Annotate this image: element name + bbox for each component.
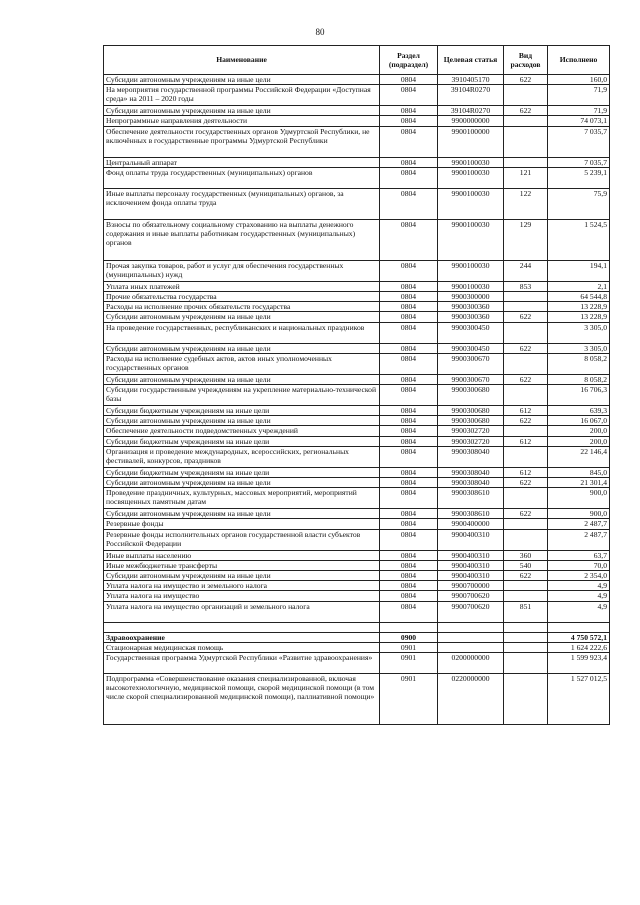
cell-name: Обеспечение деятельности государственных органов Удмуртской Республики, не включённых в государственные программы Удмуртской Республики bbox=[104, 126, 380, 157]
cell-name: Взносы по обязательному социальному страхованию на выплаты денежного содержания и иные выплаты работникам государственных (муниципальных) органов bbox=[104, 219, 380, 260]
cell-name: Субсидии автономным учреждениям на иные цели bbox=[104, 343, 380, 353]
table-row bbox=[104, 571, 610, 581]
cell-article: 9900400310 bbox=[438, 529, 504, 550]
cell-article: 9900000000 bbox=[438, 116, 504, 126]
table-row bbox=[104, 322, 610, 343]
cell-name: Уплата налога на имущество bbox=[104, 591, 380, 601]
cell-section: 0804 bbox=[380, 116, 438, 126]
table-row bbox=[104, 478, 610, 488]
cell-executed: 63,7 bbox=[548, 550, 610, 560]
table-row bbox=[104, 581, 610, 591]
cell-section: 0804 bbox=[380, 374, 438, 384]
cell-name: Уплата налога на имущество организаций и земельного налога bbox=[104, 601, 380, 622]
cell-executed: 13 228,9 bbox=[548, 312, 610, 322]
cell-article: 9900700620 bbox=[438, 591, 504, 601]
cell-executed: 2 487,7 bbox=[548, 519, 610, 529]
cell-expense-type bbox=[504, 302, 548, 312]
cell-expense-type: 622 bbox=[504, 416, 548, 426]
cell-executed: 70,0 bbox=[548, 560, 610, 570]
cell-executed: 2,1 bbox=[548, 281, 610, 291]
cell-article bbox=[438, 642, 504, 652]
cell-article: 9900400310 bbox=[438, 560, 504, 570]
table-row bbox=[104, 75, 610, 85]
table-row bbox=[104, 509, 610, 519]
cell-article: 9900300450 bbox=[438, 343, 504, 353]
cell-section: 0901 bbox=[380, 674, 438, 725]
cell-executed: 71,9 bbox=[548, 85, 610, 106]
cell-name: Иные межбюджетные трансферты bbox=[104, 560, 380, 570]
cell-article: 9900400310 bbox=[438, 550, 504, 560]
table-row bbox=[104, 591, 610, 601]
cell-section: 0804 bbox=[380, 281, 438, 291]
cell-article: 9900302720 bbox=[438, 426, 504, 436]
cell-name: Субсидии бюджетным учреждениям на иные цели bbox=[104, 467, 380, 477]
cell-section: 0804 bbox=[380, 322, 438, 343]
cell-article bbox=[438, 632, 504, 642]
cell-article: 9900400000 bbox=[438, 519, 504, 529]
table-header-row bbox=[104, 46, 610, 75]
cell-expense-type bbox=[504, 653, 548, 674]
cell-expense-type bbox=[504, 622, 548, 632]
cell-executed: 200,0 bbox=[548, 426, 610, 436]
table-row bbox=[104, 674, 610, 725]
cell-name: Центральный аппарат bbox=[104, 157, 380, 167]
cell-expense-type: 622 bbox=[504, 374, 548, 384]
cell-name: Субсидии автономным учреждениям на иные цели bbox=[104, 509, 380, 519]
cell-name: Прочая закупка товаров, работ и услуг для обеспечения государственных (муниципальных) нужд bbox=[104, 260, 380, 281]
cell-executed: 639,3 bbox=[548, 406, 610, 416]
cell-section: 0804 bbox=[380, 416, 438, 426]
cell-name: Государственная программа Удмуртской Республики «Развитие здравоохранения» bbox=[104, 653, 380, 674]
cell-expense-type bbox=[504, 116, 548, 126]
table-row bbox=[104, 622, 610, 632]
cell-executed: 160,0 bbox=[548, 75, 610, 85]
cell-expense-type bbox=[504, 126, 548, 157]
table-row bbox=[104, 126, 610, 157]
cell-name: Подпрограмма «Совершенствование оказания специализированной, включая высокотехнологичную, медицинской помощи, скорой медицинской помощи (в том числе скорой специализированной медицинской помощи), паллиативной помощи» bbox=[104, 674, 380, 725]
cell-name: Иные выплаты персоналу государственных (муниципальных) органов, за исключением фонда оплаты труда bbox=[104, 188, 380, 219]
cell-executed: 900,0 bbox=[548, 509, 610, 519]
cell-executed: 21 301,4 bbox=[548, 478, 610, 488]
cell-section: 0804 bbox=[380, 488, 438, 509]
cell-section: 0804 bbox=[380, 302, 438, 312]
cell-section: 0804 bbox=[380, 467, 438, 477]
table-row bbox=[104, 157, 610, 167]
table-body bbox=[104, 75, 610, 725]
cell-expense-type bbox=[504, 642, 548, 652]
cell-expense-type bbox=[504, 446, 548, 467]
cell-executed: 16 706,3 bbox=[548, 385, 610, 406]
table-row bbox=[104, 519, 610, 529]
cell-executed: 8 058,2 bbox=[548, 353, 610, 374]
cell-executed: 194,1 bbox=[548, 260, 610, 281]
cell-name: Субсидии автономным учреждениям на иные цели bbox=[104, 571, 380, 581]
cell-section: 0804 bbox=[380, 529, 438, 550]
cell-executed: 200,0 bbox=[548, 436, 610, 446]
table-row bbox=[104, 343, 610, 353]
cell-expense-type bbox=[504, 292, 548, 302]
cell-section: 0804 bbox=[380, 157, 438, 167]
cell-article: 39104R0270 bbox=[438, 106, 504, 116]
cell-name: Расходы на исполнение судебных актов, актов иных уполномоченных государственных органов bbox=[104, 353, 380, 374]
cell-executed: 900,0 bbox=[548, 488, 610, 509]
cell-article: 39104R0270 bbox=[438, 85, 504, 106]
cell-section: 0804 bbox=[380, 426, 438, 436]
table-row bbox=[104, 167, 610, 188]
cell-article: 9900300680 bbox=[438, 406, 504, 416]
cell-section: 0804 bbox=[380, 436, 438, 446]
table-row bbox=[104, 302, 610, 312]
cell-section: 0901 bbox=[380, 642, 438, 652]
cell-expense-type bbox=[504, 674, 548, 725]
cell-section: 0804 bbox=[380, 560, 438, 570]
cell-article: 9900308610 bbox=[438, 488, 504, 509]
table-row bbox=[104, 292, 610, 302]
cell-article: 9900302720 bbox=[438, 436, 504, 446]
cell-article: 9900100030 bbox=[438, 167, 504, 188]
cell-expense-type: 622 bbox=[504, 509, 548, 519]
cell-expense-type: 622 bbox=[504, 571, 548, 581]
table-row bbox=[104, 385, 610, 406]
cell-section: 0900 bbox=[380, 632, 438, 642]
cell-section: 0804 bbox=[380, 478, 438, 488]
cell-name: Здравоохранение bbox=[104, 632, 380, 642]
cell-expense-type: 360 bbox=[504, 550, 548, 560]
cell-name: Субсидии автономным учреждениям на иные цели bbox=[104, 374, 380, 384]
cell-section: 0804 bbox=[380, 601, 438, 622]
cell-executed: 1 524,5 bbox=[548, 219, 610, 260]
table-row bbox=[104, 446, 610, 467]
cell-executed bbox=[548, 622, 610, 632]
cell-section: 0804 bbox=[380, 260, 438, 281]
cell-expense-type: 622 bbox=[504, 312, 548, 322]
cell-section: 0804 bbox=[380, 446, 438, 467]
cell-article: 9900400310 bbox=[438, 571, 504, 581]
cell-name: На проведение государственных, республиканских и национальных праздников bbox=[104, 322, 380, 343]
cell-article: 0200000000 bbox=[438, 653, 504, 674]
cell-expense-type: 244 bbox=[504, 260, 548, 281]
cell-article: 9900700620 bbox=[438, 601, 504, 622]
table-row bbox=[104, 529, 610, 550]
cell-section bbox=[380, 622, 438, 632]
cell-executed: 3 305,0 bbox=[548, 322, 610, 343]
cell-expense-type bbox=[504, 591, 548, 601]
cell-expense-type: 612 bbox=[504, 406, 548, 416]
cell-executed: 4 750 572,1 bbox=[548, 632, 610, 642]
cell-section: 0804 bbox=[380, 167, 438, 188]
cell-section: 0804 bbox=[380, 188, 438, 219]
cell-expense-type: 622 bbox=[504, 343, 548, 353]
cell-expense-type bbox=[504, 519, 548, 529]
cell-executed: 1 624 222,6 bbox=[548, 642, 610, 652]
cell-expense-type bbox=[504, 581, 548, 591]
table-row bbox=[104, 426, 610, 436]
cell-executed: 1 527 012,5 bbox=[548, 674, 610, 725]
cell-expense-type bbox=[504, 426, 548, 436]
cell-expense-type: 622 bbox=[504, 478, 548, 488]
table-row bbox=[104, 312, 610, 322]
header-section: Раздел (подраздел) bbox=[380, 46, 438, 75]
cell-section: 0901 bbox=[380, 653, 438, 674]
cell-executed: 4,9 bbox=[548, 601, 610, 622]
cell-name: Проведение праздничных, культурных, массовых мероприятий, мероприятий посвященных памятным датам bbox=[104, 488, 380, 509]
cell-name: Субсидии автономным учреждениям на иные цели bbox=[104, 478, 380, 488]
table-row bbox=[104, 353, 610, 374]
cell-executed: 7 035,7 bbox=[548, 126, 610, 157]
table-row bbox=[104, 653, 610, 674]
cell-name: Субсидии государственным учреждениям на укрепление материально-технической базы bbox=[104, 385, 380, 406]
cell-section: 0804 bbox=[380, 126, 438, 157]
cell-name: Иные выплаты населению bbox=[104, 550, 380, 560]
cell-section: 0804 bbox=[380, 581, 438, 591]
cell-section: 0804 bbox=[380, 591, 438, 601]
cell-name: Уплата налога на имущество и земельного налога bbox=[104, 581, 380, 591]
cell-section: 0804 bbox=[380, 509, 438, 519]
cell-article: 9900700000 bbox=[438, 581, 504, 591]
table-row bbox=[104, 374, 610, 384]
cell-name: Субсидии автономным учреждениям на иные цели bbox=[104, 312, 380, 322]
cell-article: 9900100030 bbox=[438, 281, 504, 291]
table-row bbox=[104, 436, 610, 446]
table-row bbox=[104, 106, 610, 116]
cell-name: Уплата иных платежей bbox=[104, 281, 380, 291]
cell-section: 0804 bbox=[380, 519, 438, 529]
cell-executed: 3 305,0 bbox=[548, 343, 610, 353]
cell-expense-type bbox=[504, 353, 548, 374]
cell-expense-type bbox=[504, 385, 548, 406]
cell-section: 0804 bbox=[380, 385, 438, 406]
cell-article: 9900300680 bbox=[438, 416, 504, 426]
cell-article: 9900300360 bbox=[438, 312, 504, 322]
cell-article: 9900308610 bbox=[438, 509, 504, 519]
cell-executed: 71,9 bbox=[548, 106, 610, 116]
cell-section: 0804 bbox=[380, 292, 438, 302]
header-executed: Исполнено bbox=[548, 46, 610, 75]
cell-executed: 13 228,9 bbox=[548, 302, 610, 312]
cell-expense-type: 121 bbox=[504, 167, 548, 188]
cell-name: Организация и проведение международных, всероссийских, региональных фестивалей, конкурсов, праздников bbox=[104, 446, 380, 467]
cell-name bbox=[104, 622, 380, 632]
cell-expense-type bbox=[504, 322, 548, 343]
cell-article: 9900300360 bbox=[438, 302, 504, 312]
table-row bbox=[104, 406, 610, 416]
cell-article: 9900300450 bbox=[438, 322, 504, 343]
cell-name: Резервные фонды bbox=[104, 519, 380, 529]
cell-executed: 75,9 bbox=[548, 188, 610, 219]
cell-article: 9900100030 bbox=[438, 219, 504, 260]
cell-expense-type bbox=[504, 157, 548, 167]
cell-section: 0804 bbox=[380, 106, 438, 116]
cell-executed: 22 146,4 bbox=[548, 446, 610, 467]
table-row bbox=[104, 467, 610, 477]
cell-executed: 2 354,0 bbox=[548, 571, 610, 581]
cell-name: Субсидии бюджетным учреждениям на иные цели bbox=[104, 406, 380, 416]
cell-name: Обеспечение деятельности подведомственных учреждений bbox=[104, 426, 380, 436]
cell-executed: 7 035,7 bbox=[548, 157, 610, 167]
cell-section: 0804 bbox=[380, 85, 438, 106]
cell-name: На мероприятия государственной программы Российской Федерации «Доступная среда» на 2011 – 2020 годы bbox=[104, 85, 380, 106]
cell-article: 9900308040 bbox=[438, 478, 504, 488]
cell-section: 0804 bbox=[380, 571, 438, 581]
cell-name: Резервные фонды исполнительных органов государственной власти субъектов Российской Федерации bbox=[104, 529, 380, 550]
cell-expense-type: 853 bbox=[504, 281, 548, 291]
cell-article: 9900100000 bbox=[438, 126, 504, 157]
cell-executed: 64 544,8 bbox=[548, 292, 610, 302]
cell-executed: 16 067,0 bbox=[548, 416, 610, 426]
page-number: 80 bbox=[315, 27, 325, 37]
cell-name: Субсидии автономным учреждениям на иные цели bbox=[104, 416, 380, 426]
cell-expense-type bbox=[504, 529, 548, 550]
header-article: Целевая статья bbox=[438, 46, 504, 75]
table-row bbox=[104, 188, 610, 219]
cell-expense-type: 622 bbox=[504, 75, 548, 85]
cell-article: 9900308040 bbox=[438, 467, 504, 477]
cell-name: Расходы на исполнение прочих обязательств государства bbox=[104, 302, 380, 312]
cell-article: 9900300000 bbox=[438, 292, 504, 302]
cell-article: 0220000000 bbox=[438, 674, 504, 725]
cell-executed: 5 239,1 bbox=[548, 167, 610, 188]
cell-executed: 1 599 923,4 bbox=[548, 653, 610, 674]
cell-article: 9900300670 bbox=[438, 353, 504, 374]
table-row bbox=[104, 260, 610, 281]
cell-article: 9900300670 bbox=[438, 374, 504, 384]
cell-section: 0804 bbox=[380, 406, 438, 416]
table-row bbox=[104, 642, 610, 652]
table-row bbox=[104, 116, 610, 126]
cell-article: 9900308040 bbox=[438, 446, 504, 467]
cell-executed: 8 058,2 bbox=[548, 374, 610, 384]
table-row bbox=[104, 281, 610, 291]
cell-name: Субсидии бюджетным учреждениям на иные цели bbox=[104, 436, 380, 446]
cell-expense-type bbox=[504, 632, 548, 642]
cell-section: 0804 bbox=[380, 312, 438, 322]
cell-article: 9900100030 bbox=[438, 260, 504, 281]
header-expense-type: Вид расходов bbox=[504, 46, 548, 75]
cell-name: Фонд оплаты труда государственных (муниципальных) органов bbox=[104, 167, 380, 188]
cell-expense-type: 122 bbox=[504, 188, 548, 219]
header-name: Наименование bbox=[104, 46, 380, 75]
cell-name: Непрограммные направления деятельности bbox=[104, 116, 380, 126]
cell-name: Стационарная медицинская помощь bbox=[104, 642, 380, 652]
cell-expense-type: 612 bbox=[504, 467, 548, 477]
table-row bbox=[104, 416, 610, 426]
cell-expense-type: 540 bbox=[504, 560, 548, 570]
cell-article: 9900100030 bbox=[438, 188, 504, 219]
cell-section: 0804 bbox=[380, 343, 438, 353]
table-row bbox=[104, 488, 610, 509]
cell-expense-type: 129 bbox=[504, 219, 548, 260]
cell-section: 0804 bbox=[380, 353, 438, 374]
budget-table bbox=[103, 45, 610, 725]
table-row bbox=[104, 560, 610, 570]
table-row bbox=[104, 632, 610, 642]
cell-name: Субсидии автономным учреждениям на иные цели bbox=[104, 106, 380, 116]
table-row bbox=[104, 219, 610, 260]
table-row bbox=[104, 601, 610, 622]
cell-section: 0804 bbox=[380, 550, 438, 560]
table-row bbox=[104, 85, 610, 106]
cell-article bbox=[438, 622, 504, 632]
cell-expense-type: 622 bbox=[504, 106, 548, 116]
cell-executed: 2 487,7 bbox=[548, 529, 610, 550]
cell-name: Субсидии автономным учреждениям на иные цели bbox=[104, 75, 380, 85]
cell-expense-type bbox=[504, 85, 548, 106]
cell-section: 0804 bbox=[380, 75, 438, 85]
cell-section: 0804 bbox=[380, 219, 438, 260]
cell-executed: 4,9 bbox=[548, 591, 610, 601]
cell-expense-type: 851 bbox=[504, 601, 548, 622]
cell-executed: 845,0 bbox=[548, 467, 610, 477]
cell-name: Прочие обязательства государства bbox=[104, 292, 380, 302]
cell-executed: 4,9 bbox=[548, 581, 610, 591]
table-row bbox=[104, 550, 610, 560]
cell-expense-type: 612 bbox=[504, 436, 548, 446]
cell-article: 9900100030 bbox=[438, 157, 504, 167]
cell-article: 3910405170 bbox=[438, 75, 504, 85]
cell-expense-type bbox=[504, 488, 548, 509]
cell-article: 9900300680 bbox=[438, 385, 504, 406]
cell-executed: 74 073,1 bbox=[548, 116, 610, 126]
